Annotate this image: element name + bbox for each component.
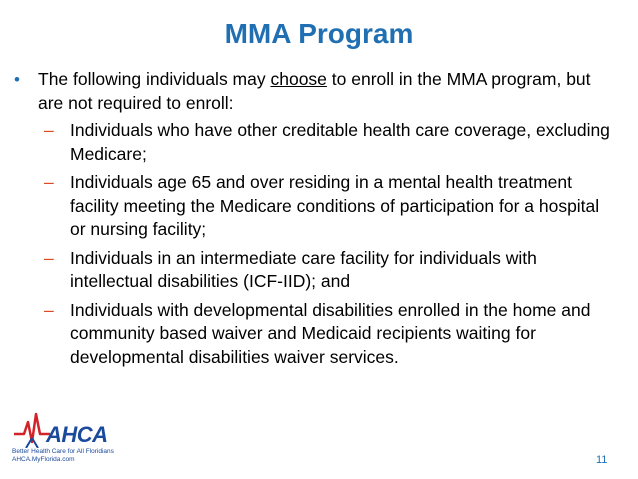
dash-marker: – xyxy=(44,120,54,140)
bullet-text-emphasis: choose xyxy=(270,69,327,89)
slide-title: MMA Program xyxy=(224,18,414,49)
dash-marker: – xyxy=(44,299,54,320)
ahca-logo xyxy=(8,408,123,472)
bullet-marker: • xyxy=(14,70,20,89)
bullet-text-before: The following individuals may xyxy=(38,69,271,89)
logo-text: AHCA xyxy=(46,422,108,447)
bullet-text-after: to enroll in the MMA program, but are not required to enroll: xyxy=(38,69,591,113)
sub-item-text: Individuals with developmental disabilities enrolled in the home and community based waiver and Medicaid recipients waiting for developmental disabilities waiver services. xyxy=(70,299,591,367)
sub-item-1 xyxy=(14,119,614,166)
sub-item-text: Individuals in an intermediate care facility for individuals with intellectual disabilities (ICF-IID); and xyxy=(70,247,537,291)
sub-item-3 xyxy=(14,247,614,294)
sub-item-4 xyxy=(14,299,614,370)
dash-marker: – xyxy=(44,247,54,268)
sub-item-text: Individuals who have other creditable health care coverage, excluding Medicare; xyxy=(70,120,610,164)
slide-content xyxy=(14,68,614,374)
main-bullet xyxy=(14,68,614,115)
dash-marker: – xyxy=(44,172,54,192)
logo-tagline: Better Health Care for All Floridians xyxy=(12,448,114,455)
sub-item-2 xyxy=(14,171,614,242)
sub-item-text: Individuals age 65 and over residing in a mental health treatment facility meeting the Medicare conditions of participation for a hospital or nursing facility; xyxy=(70,172,600,239)
logo-url: AHCA.MyFlorida.com xyxy=(12,456,75,463)
page-number: 11 xyxy=(596,454,608,466)
